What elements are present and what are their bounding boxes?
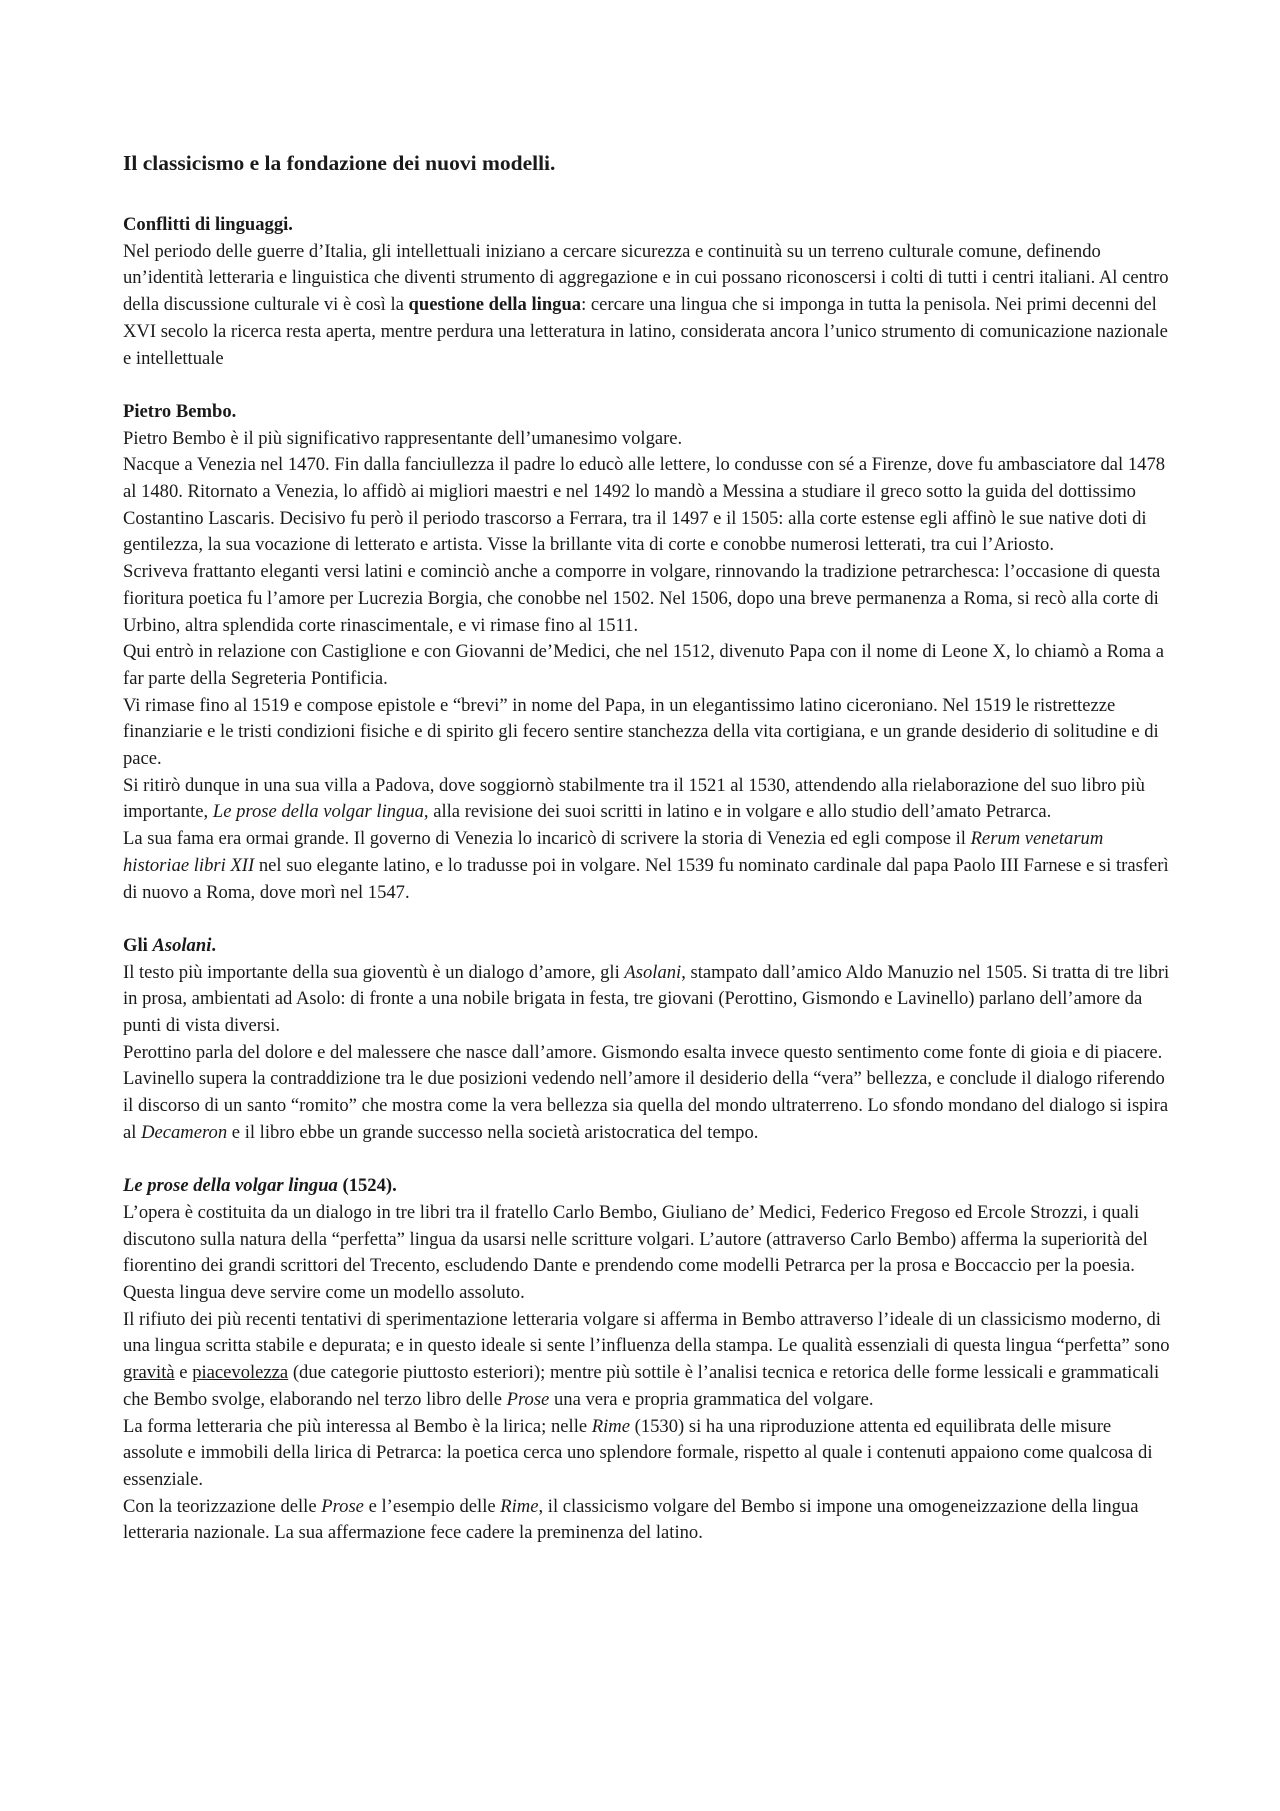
paragraph [123,239,1173,373]
text-run: (1524). [337,1175,397,1197]
italic-title: Asolani [152,934,212,956]
paragraph: Vi rimase fino al 1519 e compose epistole e “brevi” in nome del Papa, in un elegantissimo latino ciceroniano. Nel 1519 le ristrettezze finanziarie e le tristi condizioni fisiche e di spirito gli fecero sentire stanchezza della vita cortigiana, e un grande desiderio di solitudine e di pace. [123,694,1159,770]
paragraph [123,773,1173,826]
text-run: e il libro ebbe un grande successo nella società aristocratica del tempo. [227,1121,759,1143]
text-run: e [174,1362,193,1384]
section-asolani [123,933,1173,1147]
text-run: Gli [123,934,153,956]
section-prose [123,1173,1173,1547]
paragraph: Qui entrò in relazione con Castiglione e con Giovanni de’Medici, che nel 1512, divenuto Papa con il nome di Leone X, lo chiamò a Roma a far parte della Segreteria Pontificia. [123,641,1164,689]
paragraph: Nacque a Venezia nel 1470. Fin dalla fanciullezza il padre lo educò alle lettere, lo condusse con sé a Firenze, dove fu ambasciatore dal 1478 al 1480. Ritornato a Venezia, lo affidò ai migliori maestri e nel 1492 lo mandò a Messina a studiare il greco sotto la guida del dottissimo Costantino Lascaris. Decisivo fu però il periodo trascorso a Ferrara, tra il 1497 e il 1505: alla corte estense egli affinò le sue native doti di gentilezza, la sua vocazione di letterato e artista. Visse la brillante vita di corte e conobbe numerosi letterati, tra cui l’Ariosto. [123,454,1166,556]
paragraph: Pietro Bembo è il più significativo rappresentante dell’umanesimo volgare. [123,427,683,449]
section-heading-prose [123,1173,1173,1200]
section-heading-conflitti: Conflitti di linguaggi. [123,214,293,235]
text-run: , stampato dall’amico Aldo Manuzio nel 1505. Si tratta di tre libri in prosa, ambientati ad Asolo: di fronte a una nobile brigata in festa, tre giovani (Perottino, Gismondo e Lavinello) parlano dell’amore da punti di vista diversi. [123,961,1170,1037]
text-run: . [211,934,217,956]
paragraph [123,1040,1173,1147]
italic-title: Prose [506,1388,550,1410]
section-heading-asolani [123,933,1173,960]
bold-term: questione della lingua [408,294,582,316]
text-run: nel suo elegante latino, e lo tradusse poi in volgare. Nel 1539 fu nominato cardinale dal papa Paolo III Farnese e si trasferì di nuovo a Roma, dove morì nel 1547. [123,854,1169,903]
section-heading-bembo: Pietro Bembo. [123,400,237,422]
paragraph [123,1414,1173,1494]
text-run: Il rifiuto dei più recenti tentativi di sperimentazione letteraria volgare si afferma in Bembo attraverso l’ideale di un classicismo moderno, di una lingua scritta stabile e depurata; e in questo ideale si sente l’influenza della stampa. Le qualità essenziali di questa lingua “perfetta” sono [123,1308,1170,1357]
section-conflitti [123,212,1173,372]
text-run: Nel periodo delle guerre d’Italia, gli intellettuali iniziano a cercare sicurezza e continuità su un terreno culturale comune, definendo un’identità letteraria e linguistica che diventi strumento di aggregazione e in cui possano riconoscersi i colti di tutti i centri italiani. Al centro della discussione culturale vi è così la [123,240,1169,316]
italic-title: Rerum venetarum historiae libri XII [123,828,1104,876]
paragraph: L’opera è costituita da un dialogo in tre libri tra il fratello Carlo Bembo, Giuliano de’ Medici, Federico Fregoso ed Ercole Strozzi, i quali discutono sulla natura della “perfetta” lingua da usarsi nelle scritture volgari. L’autore (attraverso Carlo Bembo) afferma la superiorità del fiorentino dei grandi scrittori del Trecento, escludendo Dante e prendendo come modelli Petrarca per la prosa e Boccaccio per la poesia. Questa lingua deve servire come un modello assoluto. [123,1201,1148,1304]
paragraph [123,826,1173,906]
text-run: Il testo più importante della sua gioventù è un dialogo d’amore, gli [123,961,625,983]
paragraph: Scriveva frattanto eleganti versi latini e cominciò anche a comporre in volgare, rinnovando la tradizione petrarchesca: l’occasione di questa fioritura poetica fu l’amore per Lucrezia Borgia, che conobbe nel 1502. Nel 1506, dopo una breve permanenza a Roma, si recò alla corte di Urbino, altra splendida corte rinascimentale, e vi rimase fino al 1511. [123,561,1161,636]
text-run: (1530) si ha una riproduzione attenta ed equilibrata delle misure assolute e immobili della lirica di Petrarca: la poetica cerca uno splendore formale, rispetto al quale i contenuti appaiono come qualcosa di essenziale. [123,1415,1153,1490]
text-run: , il classicismo volgare del Bembo si impone una omogeneizzazione della lingua letteraria nazionale. La sua affermazione fece cadere la preminenza del latino. [123,1495,1139,1544]
paragraph [123,960,1173,1040]
document-title: Il classicismo e la fondazione dei nuovi modelli. [123,151,556,175]
paragraph [123,1307,1173,1414]
text-run: e l’esempio delle [363,1495,501,1517]
text-run: , alla revisione dei suoi scritti in latino e in volgare e allo studio dell’amato Petrarca. [423,801,1052,823]
italic-title: Rime [591,1415,630,1437]
italic-title: Asolani [624,961,682,983]
text-run: Perottino parla del dolore e del malessere che nasce dall’amore. Gismondo esalta invece questo sentimento come fonte di gioia e di piacere. Lavinello supera la contraddizione tra le due posizioni vedendo nell’amore il desiderio della “vera” bellezza, e conclude il dialogo riferendo il discorso di un santo “romito” che mostra come la vera bellezza sia quella del mondo ultraterreno. Lo sfondo mondano del dialogo si ispira al [123,1041,1169,1143]
italic-title: Decameron [141,1121,228,1143]
text-run: (due categorie piuttosto esteriori); mentre più sottile è l’analisi tecnica e retorica delle forme lessicali e grammaticali che Bembo svolge, elaborando nel terzo libro delle [123,1362,1160,1410]
text-run: Con la teorizzazione delle [123,1495,322,1517]
text-run: La forma letteraria che più interessa al Bembo è la lirica; nelle [123,1415,592,1437]
paragraph [123,1494,1173,1547]
text-run: una vera e propria grammatica del volgare. [549,1388,874,1410]
italic-title: Le prose della volgar lingua [212,801,424,823]
italic-title: Rime [500,1495,539,1517]
underlined-term: gravità [123,1362,175,1384]
document-page [123,150,1173,1574]
text-run: La sua fama era ormai grande. Il governo di Venezia lo incaricò di scrivere la storia di Venezia ed egli compose il [123,828,971,850]
text-run: Si ritirò dunque in una sua villa a Padova, dove soggiornò stabilmente tra il 1521 al 1530, attendendo alla rielaborazione del suo libro più importante, [123,774,1145,823]
underlined-term: piacevolezza [192,1362,289,1384]
italic-title: Prose [321,1495,364,1517]
text-run: : cercare una lingua che si imponga in tutta la penisola. Nei primi decenni del XVI secolo la ricerca resta aperta, mentre perdura una letteratura in latino, considerata ancora l’unico strumento di comunicazione nazionale e intellettuale [123,294,1168,369]
italic-title: Le prose della volgar lingua [123,1175,338,1197]
section-bembo [123,399,1173,906]
